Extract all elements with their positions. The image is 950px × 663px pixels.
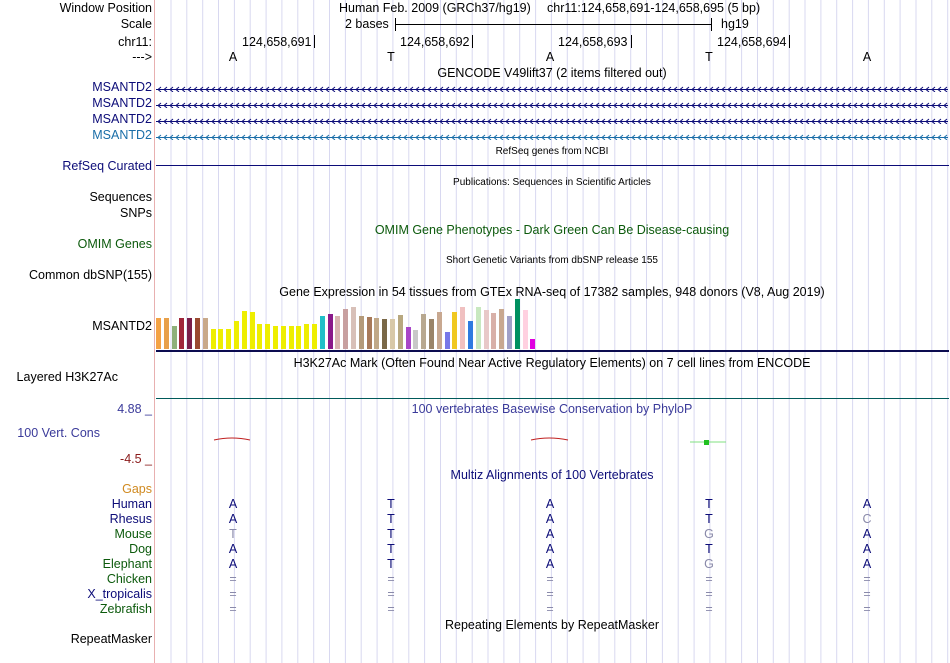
gtex-tissue-bar[interactable] bbox=[452, 312, 457, 349]
gtex-tissue-bar[interactable] bbox=[507, 316, 512, 349]
gtex-bar-chart[interactable] bbox=[156, 299, 556, 350]
gtex-tissue-bar[interactable] bbox=[304, 324, 309, 349]
gtex-tissue-bar[interactable] bbox=[273, 326, 278, 349]
h3k27ac-label[interactable]: Layered H3K27Ac bbox=[16, 370, 118, 384]
gtex-tissue-bar[interactable] bbox=[203, 318, 208, 349]
gtex-gene-line bbox=[156, 350, 949, 352]
gtex-tissue-bar[interactable] bbox=[460, 307, 465, 349]
alignment-base: = bbox=[863, 587, 871, 601]
gtex-tissue-bar[interactable] bbox=[320, 316, 325, 349]
gtex-tissue-bar[interactable] bbox=[484, 310, 489, 349]
gtex-tissue-bar[interactable] bbox=[211, 329, 216, 349]
ref-base-5: A bbox=[862, 50, 872, 64]
gtex-tissue-bar[interactable] bbox=[312, 324, 317, 349]
alignment-base: = bbox=[546, 587, 554, 601]
alignment-base: A bbox=[545, 527, 555, 541]
gtex-tissue-bar[interactable] bbox=[406, 327, 411, 349]
gtex-tissue-bar[interactable] bbox=[335, 316, 340, 349]
gtex-tissue-bar[interactable] bbox=[257, 324, 262, 349]
alignment-base: T bbox=[705, 542, 713, 556]
strand-label: ---> bbox=[132, 50, 152, 64]
coord-4: 124,658,694 bbox=[717, 35, 787, 49]
alignment-base: A bbox=[228, 542, 238, 556]
alignment-base: A bbox=[545, 542, 555, 556]
alignment-base: A bbox=[228, 557, 238, 571]
alignment-base: T bbox=[387, 527, 395, 541]
species-label[interactable]: Rhesus bbox=[109, 512, 152, 526]
alignment-base: A bbox=[862, 497, 872, 511]
h3k27ac-track-title[interactable]: H3K27Ac Mark (Often Found Near Active Regulatory Elements) on 7 cell lines from ENCODE bbox=[293, 356, 811, 370]
species-label[interactable]: Chicken bbox=[106, 572, 152, 586]
alignment-base: T bbox=[387, 542, 395, 556]
sequences-label[interactable]: Sequences bbox=[89, 190, 152, 204]
gtex-tissue-bar[interactable] bbox=[195, 318, 200, 349]
scale-db: hg19 bbox=[721, 17, 749, 31]
multiz-track-title[interactable]: Multiz Alignments of 100 Vertebrates bbox=[450, 468, 654, 482]
alignment-base: A bbox=[862, 527, 872, 541]
alignment-base: = bbox=[705, 602, 713, 616]
position-label[interactable]: chr11:124,658,691-124,658,695 (5 bp) bbox=[547, 1, 761, 15]
gtex-tissue-bar[interactable] bbox=[226, 329, 231, 349]
alignment-base: = bbox=[387, 587, 395, 601]
gencode-transcript-2[interactable] bbox=[156, 99, 948, 108]
alignment-base: G bbox=[704, 557, 714, 571]
gtex-tissue-bar[interactable] bbox=[468, 321, 473, 349]
alignment-base: A bbox=[862, 557, 872, 571]
alignment-base: A bbox=[862, 542, 872, 556]
gtex-tissue-bar[interactable] bbox=[390, 319, 395, 349]
gtex-gene-label[interactable]: MSANTD2 bbox=[92, 319, 152, 333]
scale-bar-right-tick bbox=[711, 18, 712, 31]
alignment-base: = bbox=[387, 602, 395, 616]
gtex-tissue-bar[interactable] bbox=[187, 318, 192, 349]
gtex-tissue-bar[interactable] bbox=[281, 326, 286, 349]
gtex-tissue-bar[interactable] bbox=[328, 314, 333, 349]
gtex-tissue-bar[interactable] bbox=[382, 319, 387, 349]
gtex-tissue-bar[interactable] bbox=[172, 326, 177, 349]
gtex-tissue-bar[interactable] bbox=[367, 317, 372, 349]
gencode-transcript-3[interactable] bbox=[156, 115, 948, 124]
omim-label[interactable]: OMIM Genes bbox=[77, 237, 152, 251]
alignment-base: = bbox=[229, 587, 237, 601]
alignment-base: T bbox=[705, 512, 713, 526]
alignment-base: = bbox=[863, 602, 871, 616]
gtex-tissue-bar[interactable] bbox=[164, 318, 169, 349]
alignment-base: T bbox=[229, 527, 237, 541]
gtex-tissue-bar[interactable] bbox=[429, 319, 434, 349]
gtex-tissue-bar[interactable] bbox=[218, 329, 223, 349]
species-label[interactable]: X_tropicalis bbox=[87, 587, 152, 601]
alignment-base: G bbox=[704, 527, 714, 541]
coord-tick-1 bbox=[314, 35, 315, 48]
omim-track-title[interactable]: OMIM Gene Phenotypes - Dark Green Can Be Disease-causing bbox=[374, 223, 730, 237]
gtex-tissue-bar[interactable] bbox=[359, 316, 364, 349]
gencode-gene-label-2[interactable]: MSANTD2 bbox=[92, 96, 152, 110]
publications-track-title[interactable]: Publications: Sequences in Scientific Articles bbox=[453, 177, 651, 188]
gtex-tissue-bar[interactable] bbox=[242, 311, 247, 349]
coord-3: 124,658,693 bbox=[558, 35, 628, 49]
ref-base-3: A bbox=[545, 50, 555, 64]
refseq-track-title[interactable]: RefSeq genes from NCBI bbox=[495, 146, 609, 157]
gencode-track-title[interactable]: GENCODE V49lift37 (2 items filtered out) bbox=[437, 66, 667, 80]
gtex-track-title[interactable]: Gene Expression in 54 tissues from GTEx RNA-seq of 17382 samples, 948 donors (V8, Aug 2019) bbox=[279, 285, 825, 299]
coord-tick-2 bbox=[472, 35, 473, 48]
alignment-base: A bbox=[228, 497, 238, 511]
gtex-tissue-bar[interactable] bbox=[515, 299, 520, 349]
alignment-base: = bbox=[546, 602, 554, 616]
gtex-tissue-bar[interactable] bbox=[179, 318, 184, 349]
gtex-tissue-bar[interactable] bbox=[530, 339, 535, 349]
species-label[interactable]: Zebrafish bbox=[99, 602, 152, 616]
gtex-tissue-bar[interactable] bbox=[476, 307, 481, 349]
species-label[interactable]: Human bbox=[111, 497, 152, 511]
gtex-tissue-bar[interactable] bbox=[445, 332, 450, 349]
gtex-tissue-bar[interactable] bbox=[250, 312, 255, 349]
cons-max-label: 4.88 _ bbox=[117, 402, 152, 416]
gtex-tissue-bar[interactable] bbox=[351, 307, 356, 349]
gtex-tissue-bar[interactable] bbox=[374, 318, 379, 349]
refseq-gene-line[interactable] bbox=[156, 165, 949, 166]
cons-label[interactable]: 100 Vert. Cons bbox=[17, 426, 100, 440]
gtex-tissue-bar[interactable] bbox=[265, 324, 270, 349]
gtex-tissue-bar[interactable] bbox=[499, 309, 504, 349]
ref-base-2: T bbox=[387, 50, 395, 64]
gtex-tissue-bar[interactable] bbox=[156, 318, 161, 349]
repeatmasker-track-title[interactable]: Repeating Elements by RepeatMasker bbox=[444, 618, 660, 632]
alignment-base: T bbox=[705, 497, 713, 511]
gaps-label[interactable]: Gaps bbox=[122, 482, 152, 496]
chr-label: chr11: bbox=[118, 35, 152, 49]
scale-bar bbox=[395, 24, 712, 25]
gtex-tissue-bar[interactable] bbox=[296, 326, 301, 349]
gtex-tissue-bar[interactable] bbox=[523, 310, 528, 349]
species-label[interactable]: Elephant bbox=[102, 557, 152, 571]
ref-base-1: A bbox=[228, 50, 238, 64]
alignment-base: = bbox=[546, 572, 554, 586]
alignment-base: = bbox=[705, 587, 713, 601]
gtex-tissue-bar[interactable] bbox=[289, 326, 294, 349]
alignment-base: = bbox=[229, 602, 237, 616]
alignment-base: T bbox=[387, 497, 395, 511]
ref-base-4: T bbox=[705, 50, 713, 64]
snps-label[interactable]: SNPs bbox=[120, 206, 152, 220]
alignment-base: A bbox=[545, 497, 555, 511]
alignment-base: = bbox=[387, 572, 395, 586]
gtex-tissue-bar[interactable] bbox=[421, 314, 426, 349]
assembly-label: Human Feb. 2009 (GRCh37/hg19) bbox=[339, 1, 531, 15]
gencode-gene-label-4[interactable]: MSANTD2 bbox=[92, 128, 152, 142]
h3k27ac-baseline bbox=[156, 398, 949, 399]
species-label[interactable]: Dog bbox=[129, 542, 152, 556]
alignment-base: A bbox=[545, 557, 555, 571]
cons-track-title[interactable]: 100 vertebrates Basewise Conservation by PhyloP bbox=[411, 402, 693, 416]
scale-bar-left-tick bbox=[395, 18, 396, 31]
coord-tick-3 bbox=[631, 35, 632, 48]
alignment-base: A bbox=[545, 512, 555, 526]
gtex-tissue-bar[interactable] bbox=[234, 321, 239, 349]
alignment-base: A bbox=[228, 512, 238, 526]
alignment-base: = bbox=[705, 572, 713, 586]
coord-1: 124,658,691 bbox=[242, 35, 312, 49]
scale-label: Scale bbox=[120, 17, 152, 31]
dbsnp-track-title[interactable]: Short Genetic Variants from dbSNP release 155 bbox=[446, 255, 658, 266]
gtex-tissue-bar[interactable] bbox=[398, 315, 403, 349]
species-label[interactable]: Mouse bbox=[114, 527, 152, 541]
alignment-base: T bbox=[387, 512, 395, 526]
repeatmasker-label[interactable]: RepeatMasker bbox=[70, 632, 152, 646]
gencode-gene-label-1[interactable]: MSANTD2 bbox=[92, 80, 152, 94]
gencode-transcript-1[interactable] bbox=[156, 83, 948, 92]
coord-tick-4 bbox=[789, 35, 790, 48]
gtex-tissue-bar[interactable] bbox=[437, 312, 442, 349]
alignment-base: = bbox=[863, 572, 871, 586]
cons-min-label: -4.5 _ bbox=[120, 452, 152, 466]
dbsnp-label[interactable]: Common dbSNP(155) bbox=[29, 268, 152, 282]
alignment-base: = bbox=[229, 572, 237, 586]
gencode-transcript-4[interactable] bbox=[156, 131, 948, 140]
window-position-label: Window Position bbox=[59, 1, 152, 15]
cons-signal bbox=[0, 430, 950, 450]
gencode-gene-label-3[interactable]: MSANTD2 bbox=[92, 112, 152, 126]
alignment-base: C bbox=[862, 512, 872, 526]
refseq-label[interactable]: RefSeq Curated bbox=[62, 159, 152, 173]
gtex-tissue-bar[interactable] bbox=[343, 309, 348, 349]
gtex-tissue-bar[interactable] bbox=[413, 330, 418, 349]
coord-2: 124,658,692 bbox=[400, 35, 470, 49]
alignment-base: T bbox=[387, 557, 395, 571]
gtex-tissue-bar[interactable] bbox=[491, 313, 496, 349]
scale-text: 2 bases bbox=[345, 17, 389, 31]
